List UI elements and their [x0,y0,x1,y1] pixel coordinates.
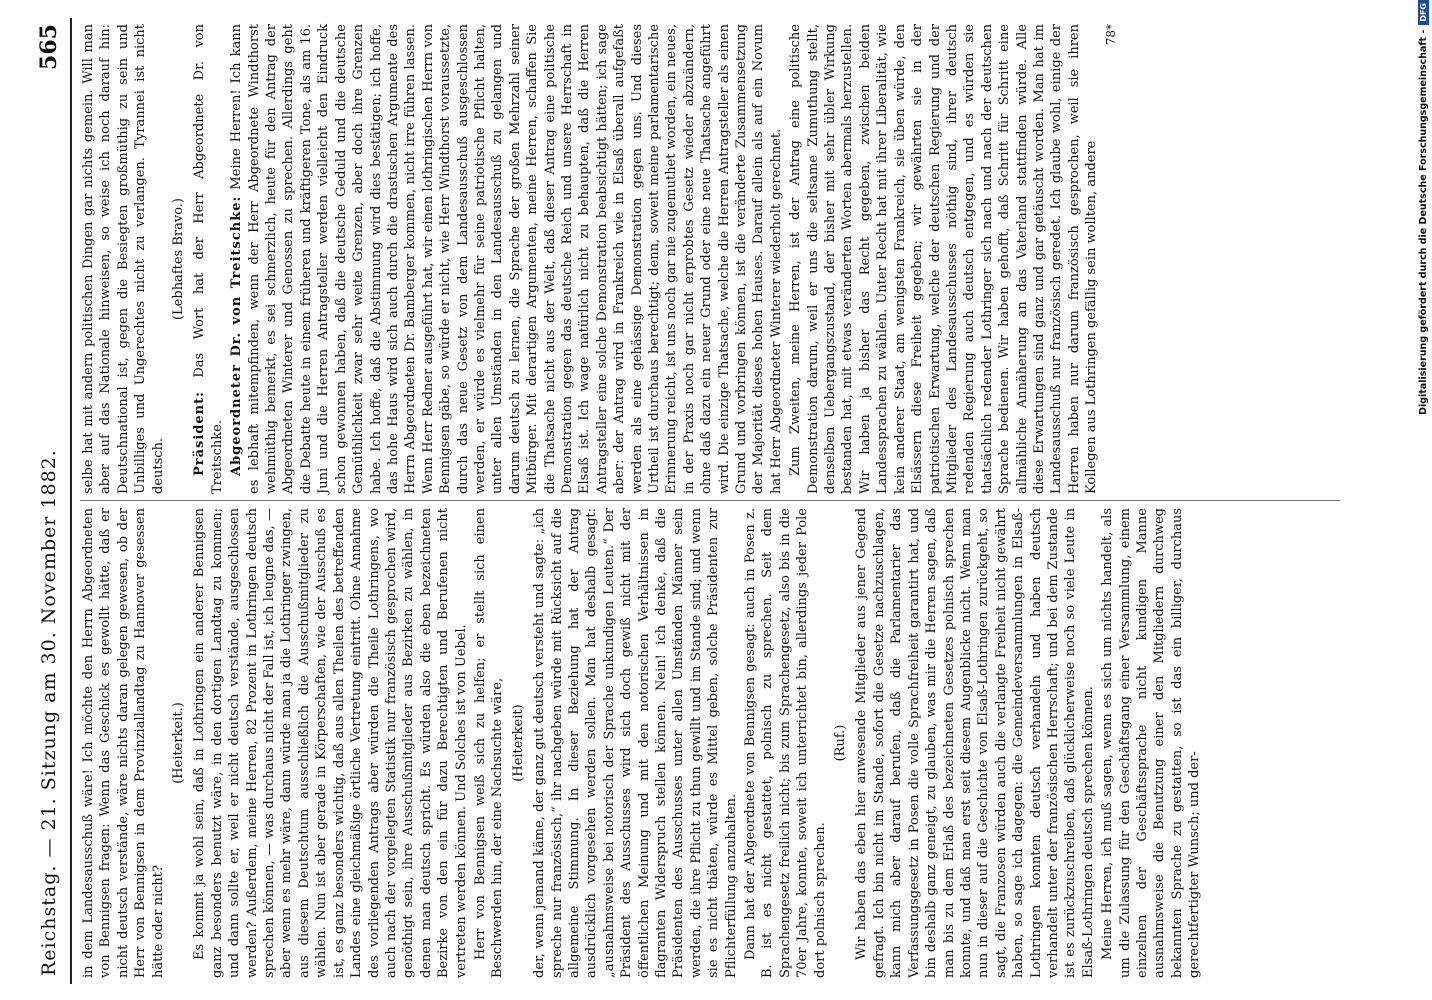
right-column [80,24,1340,494]
paragraph: in dem Landesausschuß wäre! Ich möchte den Herrn Abgeordneten von Bennigsen fragen: Wenn das Geschick es gewollt hätte, daß er nicht deutsch verstände, wäre nichts daran gelegen gewesen, ob der Herr von Bennigsen in dem Provinziallandtag zu Hannover gesessen hätte oder nicht? [81,508,166,978]
header-title: Reichstag. — 21. Sitzung am 30. November 1882. [38,449,60,976]
interjection: (Heiterkeit) [510,704,526,782]
dfg-watermark [1410,0,1432,1000]
paragraph: Dann hat der Abgeordnete von Bennigsen gesagt: auch in Posen z. B. ist es nicht gestattet, polnisch zu sprechen. Seit dem Sprachengesetz freilich nicht; bis zum Sprachengesetz, also bis in die 70er Jahre, konnte, soweit ich unterrichtet bin, allerdings jeder Pole dort polnisch sprechen. [743,508,828,978]
speaker-text: Das Wort hat der Herr Abgeordnete Dr. von Treitschke. [192,24,225,494]
paragraph: Zum Zweiten, meine Herren, ist der Antrag eine politische Demonstration darum, weil er uns die seltsame Zumuthung stellt, denselben Uebergangszustand, der bisher mit sehr übler Wirkung bestanden hat, mit etwas veränderten Worten abermals herzustellen. Wir haben ja bisher das Recht gegeben, zwischen beiden Landessprachen zu wählen. Unter Recht hat mit ihrer Liberalität, wie kein anderer Staat, am wenigsten Frankreich, sie üben würde, den Elsässern diese Freiheit gegeben; wir gewährten sie in der patriotischen Erwartung, welche der deutschen Regierung und der Mitglieder des Landesausschusses nöthig sind, ihrer deutsch redenden Regierung auch deutsch entgegen, und es würden sie thatsächlich redender Lothringer sich nach und nach der deutschen Sprache bedienen. Wir haben gehofft, daß Schritt für Schritt eine allmähliche Annäherung an das Vaterland stattfinden würde. Alle diese Erwartungen sind ganz und gar getäuscht worden. Man hat im Landesausschuß nur französisch geredet. Ich glaube wohl, einige der Herren haben nur darum französisch gesprochen, weil sie ihren Kollegen aus Lothringen gefällig sein wollten, andere [788,24,1100,494]
sheet-signature: 78* [1103,24,1118,46]
text-columns [80,18,1340,984]
speaker-name: Präsident: [192,391,208,476]
paragraph: Meine Herren, ich muß sagen, wenn es sich um nichts handelt, als um die Zulassung für den Geschäftsgang einer Versammlung, einem einzelnen der Geschäftssprache nicht kundigen Manne ausnahmsweise die Benutzung einer den Mitgliedern durchweg bekannten Sprache zu gestatten, so ist das ein billiger, durchaus gerechtfertigter Wunsch; und der- [1100,508,1203,978]
left-column [80,508,1340,978]
running-header [30,18,72,984]
page-frame [30,18,1350,984]
watermark-text-container [1412,0,1432,1000]
paragraph: Es kommt ja wohl sein, daß in Lothringen ein anderer Bennigsen ganz besonders benutzt wäre, in den dortigen Landtag zu kommen; und dann sollte er, weil er nicht deutsch verstände, ausgeschlossen werden? Außerdem, meine Herren, 82 Prozent in Lothringen deutsch sprechen können, — was durchaus nicht der Fall ist, ich leugne das, — aber wenn es mehr wäre, dann würde man ja die Lothringer zwingen, aus diesem Deutschtum ausschließlich die Ausschußmitglieder zu wählen. Nun ist aber gerade in Körperschaften, wie der Ausschuß es ist, es ganz besonders wichtig, daß aus allen Theilen des betreffenden Landes eine gleichmäßige örtliche Vertretung eintritt. Ohne Annahme des vorliegenden Antrags aber würden die Theile Lothringens, wo auch nach der vorgelegten Statistik nur französisch gesprochen wird, genöthigt sein, ihre Ausschußmitglieder aus Bezirken zu wählen, in denen man deutsch spricht. Es würden also die eben bezeichneten Bezirke von den ein für dazu Berechtigten und Berufenen nicht vertreten werden können. Und Solches ist von Uebel. [192,508,469,978]
dfg-logo: DFG [1418,0,1429,25]
interjection: (Ruf.) [833,724,849,762]
watermark-text: Digitalisierung gefördert durch die Deutsche Forschungsgemeinschaft - [1417,29,1429,415]
paragraph: Herr von Bennigsen weiß sich zu helfen; er stellt sich einen Beschwerden hin, der eine Nachsuchte wäre, [472,508,506,978]
paragraph: Wir haben das eben hier anwesende Mitglieder aus jener Gegend gefragt. Ich bin nicht im Stande, sofort die Gesetze nachzuschlagen, kann mich aber darauf berufen, daß die Parlamentarier das Verfassungsgesetz in Posen die volle Sprachfreiheit garantirt hat, und bin deshalb ganz geneigt, zu glauben, was mir die Herren sagen, daß man bis zu dem Erlaß des bezeichneten Gesetzes polnisch sprechen konnte, und daß man erst seit diesem Augenblicke nicht. Wenn man nun in dieser auf die Geschichte von Elsaß-Lothringen zurückgeht, so sagt, die Franzosen würden auch die verlangte Freiheit nicht gewährt haben, so sage ich dagegen: die Gemeindeversammlungen in Elsaß-Lothringen konnten deutsch verhandeln und haben deutsch verhandelt unter der französischen Herrschaft; und bei dem Zustande ist es zurückzuschreiben, daß glücklicherweise noch so viele Leute in Elsaß-Lothringen deutsch sprechen können. [854,508,1096,978]
speaker-text: Meine Herren! Ich kann es lebhaft mitempfinden, wenn der Herr Abgeordnete Windthorst wehmüthig bemerkt, es sei schmerzlich, heute für den Antrag der Abgeordneten Winterer und Genossen zu sprechen. Allerdings geht die Debatte heute in einem früheren und kräftigeren Tone, als am 16. Juni und die Herren Antragsteller werden vielleicht den Eindruck schon gewonnen haben, daß die deutsche Geduld und die deutsche Gemüthlichkeit zwar sehr weite Grenzen, aber doch ihre Grenzen habe. Ich hoffe, daß die Abstimmung wird dies bestätigen; ich hoffe, das hohe Haus wird sich auch durch die drastischen Argumente des Herrn Abgeordneten Dr. Bamberger kommen, nicht irre führen lassen. Wenn Herr Redner ausgeführt hat, wir einen lothringischen Herrn von Bennigsen gäbe, so würde er nicht, wie Herr Windthorst voraussetzte, durch das neue Gesetz von dem Landesausschuß ausgeschlossen werden, er würde es vielmehr für seine patriotische Pflicht halten, unter allen Umständen in den Landesausschuß zu gelangen und darum deutsch zu lernen, die Sprache der großen Mehrzahl seiner Mitbürger. Mit derartigen Argumenten, meine Herren, schaffen Sie die Thatsache nicht aus der Welt, daß dieser Antrag eine politische Demonstration gegen das deutsche Reich und unsere Herrschaft in Elsaß ist. Ich wage natürlich nicht zu behaupten, daß die Herren Antragsteller eine solche Demonstration beabsichtigt hätten; ich sage aber: der Antrag wird in Frankreich wie in Elsaß überall aufgefaßt werden als eine gehässige Demonstration gegen uns. Und dieses Urtheil ist durchaus berechtigt; denn, soweit meine parlamentarische Erinnerung reicht, ist uns noch gar nie zugemuthet worden, ein neues, in der Praxis noch gar nicht erprobtes Gesetz wieder abzuändern, ohne daß dazu ein neuer Grund oder eine neue Thatsache angeführt wird. Die einzige Thatsache, welche die Herren Antragsteller als einen Grund und vorbringen können, ist die veränderte Zusammensetzung der Majorität dieses hohen Hauses. Darauf allein als auf ein Novum hat Herr Abgeordneter Winterer wiederholt gerechnet. [229,24,784,494]
column-divider [80,500,1340,501]
paragraph: der, wenn jemand käme, der ganz gut deutsch versteht und sagte: „ich spreche nur französisch,“ ihr nachgeben würde mit Rücksicht auf die allgemeine Stimmung. In dieser Beziehung hat der Antrag ausdrücklich vorgesehen werden sollen. Man hat deshalb gesagt: „ausnahmsweise bei notorisch der Sprache unkundigen Leuten.“ Der Präsident des Ausschusses wird sich doch gewiß nicht mit der öffentlichen Meinung und mit den notorischen Verhältnissen in flagranten Widerspruch stellen können. Nein! ich denke, daß die Präsidenten des Ausschusses unter allen Umständen Männer sein werden, die ihre Pflicht zu thun gewillt und im Stande sind; und wenn sie es nicht thäten, würde es Mittel geben, solche Präsidenten zur Pflichterfüllung anzuhalten. [532,508,739,978]
interjection: (Heiterkeit.) [171,702,187,784]
speaker-name: Abgeordneter Dr. von Treitschke: [229,195,245,476]
interjection: (Lebhaftes Bravo.) [171,197,187,321]
paragraph: selbe hat mit andern politischen Dingen gar nichts gemein. Will man aber auf das Nationale hinweisen, so weise ich noch darauf hin: Deutschnational ist, gegen die Besiegten großmüthig zu sein und Unbilliges und Ungerechtes nicht zu verlangen. Tyrannei ist nicht deutsch. [81,24,166,494]
page-number: 565 [36,24,62,70]
